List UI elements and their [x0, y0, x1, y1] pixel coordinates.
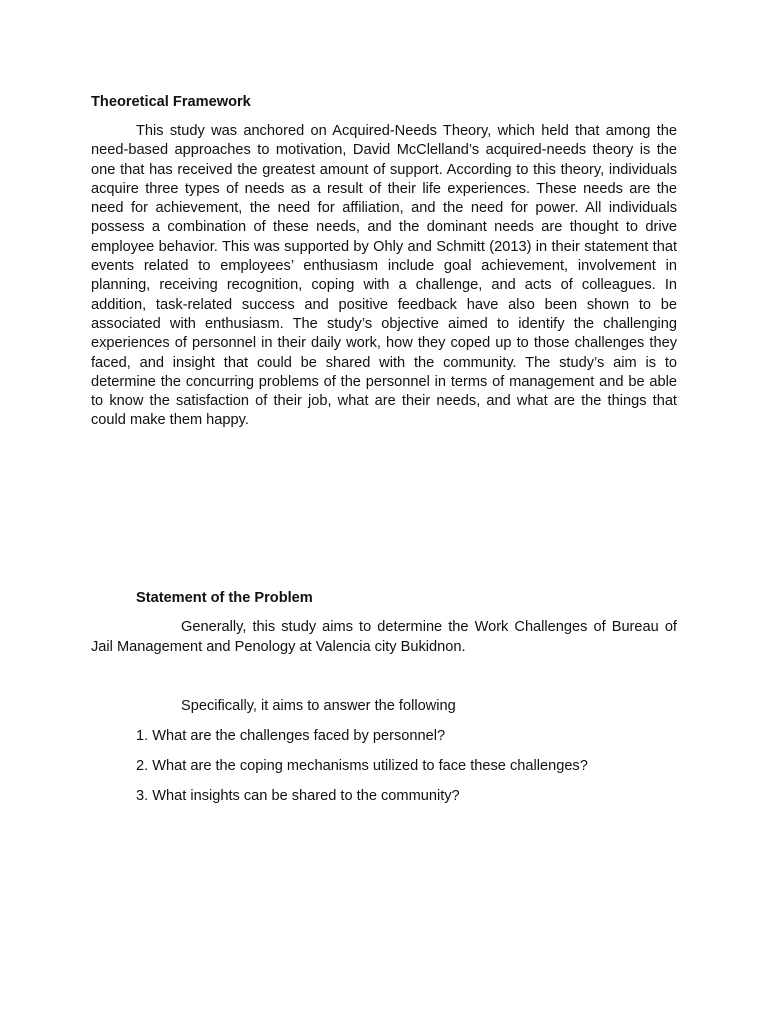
general-aim-paragraph: Generally, this study aims to determine the Work Challenges of Bureau of Jail Management and Penology at Valencia city Bukidnon.	[91, 619, 677, 655]
research-questions-list	[136, 727, 588, 817]
section-heading-statement-of-problem: Statement of the Problem	[136, 590, 313, 606]
specific-aims-intro: Specifically, it aims to answer the following	[181, 698, 456, 714]
research-question-1: 1. What are the challenges faced by personnel?	[136, 728, 446, 744]
research-question-3: 3. What insights can be shared to the community?	[136, 788, 460, 804]
research-question-2: 2. What are the coping mechanisms utilized to face these challenges?	[136, 758, 588, 774]
theoretical-framework-paragraph: This study was anchored on Acquired-Needs Theory, which held that among the need-based approaches to motivation, David McClelland’s acquired-needs theory is the one that has received the greatest amount of support. According to this theory, individuals acquire three types of needs as a result of their life experiences. These needs are the need for achievement, the need for affiliation, and the need for power. All individuals possess a combination of these needs, and the dominant needs are thought to drive employee behavior. This was supported by Ohly and Schmitt (2013) in their statement that events related to employees’ enthusiasm include goal achievement, involvement in planning, receiving recognition, coping with a challenge, and acts of colleagues. In addition, task-related success and positive feedback have also been shown to be associated with enthusiasm. The study’s objective aimed to identify the challenging experiences of personnel in their daily work, how they coped up to those challenges they faced, and insight that could be shared with the community. The study’s aim is to determine the concurring problems of the personnel in terms of management and be able to know the satisfaction of their job, what are their needs, and what are the things that could make them happy.	[91, 123, 677, 429]
section-heading-theoretical-framework: Theoretical Framework	[91, 94, 251, 110]
